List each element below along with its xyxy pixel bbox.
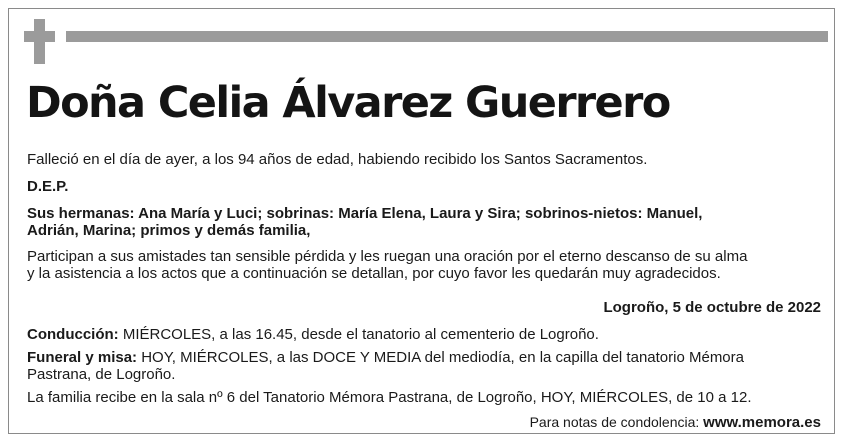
reception-text: La familia recibe en la sala nº 6 del Tanatorio Mémora Pastrana, de Logroño, HOY, MIÉRCOLES, de 10 a 12.	[27, 389, 752, 406]
condolence-label: Para notas de condolencia:	[529, 414, 704, 430]
request-line-1: Participan a sus amistades tan sensible pérdida y les ruegan una oración por el eterno descanso de su alma	[27, 248, 748, 265]
family-line-1: Sus hermanas: Ana María y Luci; sobrinas: María Elena, Laura y Sira; sobrinos-nietos: Manuel,	[27, 205, 703, 222]
conduccion-line	[27, 326, 599, 344]
deceased-name: Doña Celia Álvarez Guerrero	[26, 78, 670, 128]
death-notice: Falleció en el día de ayer, a los 94 años de edad, habiendo recibido los Santos Sacramentos.	[27, 151, 648, 168]
dep-text: D.E.P.	[27, 178, 69, 195]
place-date: Logroño, 5 de octubre de 2022	[603, 299, 821, 316]
conduccion-text: MIÉRCOLES, a las 16.45, desde el tanatorio al cementerio de Logroño.	[118, 326, 599, 343]
funeral-line-2: Pastrana, de Logroño.	[27, 366, 176, 383]
funeral-text: HOY, MIÉRCOLES, a las DOCE Y MEDIA del mediodía, en la capilla del tanatorio Mémora	[137, 349, 744, 366]
cross-icon-bar	[24, 31, 55, 42]
condolence-line	[530, 413, 821, 432]
funeral-line-1	[27, 349, 744, 367]
header-rule	[66, 31, 828, 42]
family-line-2: Adrián, Marina; primos y demás familia,	[27, 222, 311, 239]
condolence-url[interactable]: www.memora.es	[703, 414, 821, 431]
request-line-2: y la asistencia a los actos que a continuación se detallan, por cuyo favor les quedarán muy agradecidos.	[27, 265, 721, 282]
funeral-label: Funeral y misa:	[27, 349, 138, 366]
conduccion-label: Conducción:	[27, 326, 119, 343]
